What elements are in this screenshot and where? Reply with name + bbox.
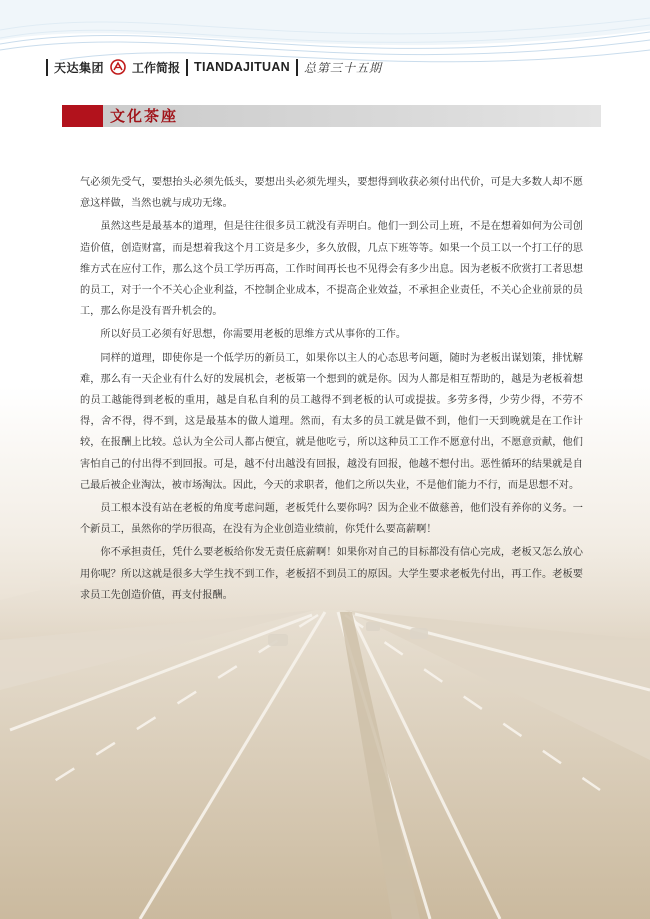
header-divider (46, 59, 48, 76)
article-paragraph: 所以好员工必须有好思想，你需要用老板的思维方式从事你的工作。 (100, 329, 407, 341)
header-divider (296, 59, 298, 76)
article-body (80, 172, 583, 608)
article-paragraph: 你不承担责任，凭什么要老板给你发无责任底薪啊！如果你对自己的目标都没有信心完成，老板又怎么放心用你呢？所以这就是很多大学生找不到工作，老板招不到员工的原因。大学生要求老板先付出，再工作。老板要求员工先创造价值，再支付报酬。 (80, 547, 583, 601)
article-paragraph: 同样的道理，即使你是一个低学历的新员工，如果你以主人的心态思考问题，随时为老板出谋划策，排忧解难，那么有一天企业有什么好的发展机会，老板第一个想到的就是你。因为人都是相互帮助的，越是为老板着想的员工越能得到老板的重用，越是自私自利的员工越得不到老板的认可或提拔。多劳多得，少劳少得，不劳不得，舍不得，得不到，这是最基本的做人道理。然而，有太多的员工就是做不到，他们一天到晚就是在工作计较，在报酬上比较。总认为全公司人都占便宜，就是他吃亏，所以这种员工工作不愿意付出，不愿意贡献，他们害怕自己的付出得不到回报。可是，越不付出越没有回报，越没有回报，他越不想付出。恶性循环的结果就是自己最后被企业淘汰，被市场淘汰。因此，今天的求职者，他们之所以失业，不是他们能力不行，而是思想不对。 (80, 352, 583, 491)
tianda-logo-icon (110, 59, 126, 75)
article-paragraph: 虽然这些是最基本的道理，但是往往很多员工就没有弄明白。他们一到公司上班，不是在想着如何为公司创造价值，创造财富，而是想着我这个月工资是多少，多久放假，几点下班等等。如果一个员工以一个打工仔的思维方式在应付工作，那么这个员工学历再高，工作时间再长也不见得会有多少出息。因为老板不欣赏打工者思想的员工，对于一个不关心企业利益，不控制企业成本，不提高企业效益，不承担企业责任，不关心企业前景的员工，那么你是没有晋升机会的。 (80, 221, 583, 318)
brand-name: 天达集团 (54, 60, 105, 75)
issue-number: 总第三十五期 (304, 60, 383, 75)
brief-title: 工作简报 (132, 60, 181, 75)
section-title: 文化茶座 (110, 107, 179, 125)
article-paragraph: 气必须先受气，要想抬头必须先低头，要想出头必须先埋头，要想得到收获必须付出代价，可是大多数人却不愿意这样做，当然也就与成功无缘。 (80, 177, 583, 210)
header-divider (186, 59, 188, 76)
section-banner (62, 105, 601, 127)
article-paragraph: 员工根本没有站在老板的角度考虑问题，老板凭什么要你吗？因为企业不做慈善，他们没有养你的义务。一个新员工，虽然你的学历很高，在没有为企业创造业绩前，你凭什么要高薪啊！ (80, 503, 583, 536)
section-accent-block (62, 105, 103, 127)
header-bar (46, 57, 382, 77)
brand-pinyin: TIANDAJITUAN (194, 60, 290, 74)
